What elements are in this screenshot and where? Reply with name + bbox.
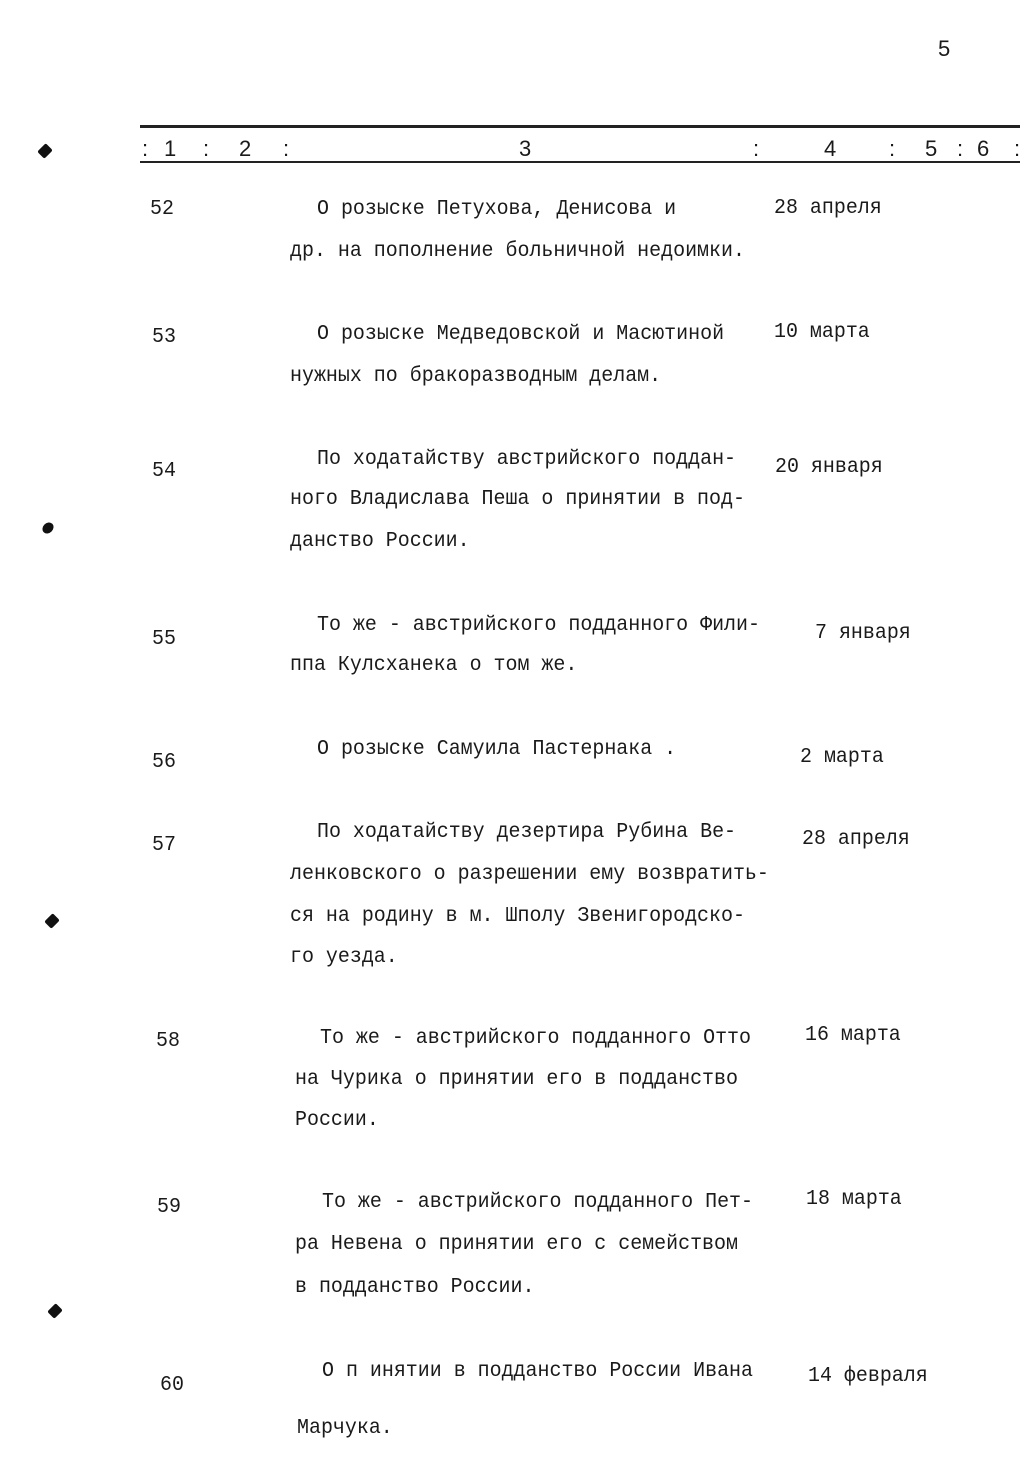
entry-date: 28 апреля <box>802 828 910 851</box>
entry-number: 59 <box>157 1196 181 1219</box>
col-6: 6 <box>977 136 990 161</box>
entry-text-line: нужных по бракоразводным делам. <box>290 365 662 388</box>
entry-text-line: По ходатайству австрийского поддан- <box>317 448 737 471</box>
entry-date: 18 марта <box>806 1188 902 1211</box>
col-sep: : <box>142 136 149 161</box>
col-sep: : <box>753 136 760 161</box>
entry-text-line: О розыске Самуила Пастернака . <box>317 738 677 761</box>
entry-text-line: ппа Кулсханека о том же. <box>290 654 578 677</box>
entry-number: 58 <box>156 1030 180 1053</box>
entry-text-line: Марчука. <box>297 1417 393 1440</box>
col-5: 5 <box>925 136 938 161</box>
entry-text-line: О розыске Петухова, Денисова и <box>317 198 677 221</box>
entry-text-line: др. на пополнение больничной недоимки. <box>290 240 745 263</box>
col-sep: : <box>1014 136 1021 161</box>
entry-date: 2 марта <box>800 746 884 769</box>
margin-punch-mark-icon <box>47 1303 63 1319</box>
entry-text-line: России. <box>295 1109 379 1132</box>
entry-date: 16 марта <box>805 1024 901 1047</box>
entry-text-line: го уезда. <box>290 946 398 969</box>
entry-number: 55 <box>152 628 176 651</box>
entry-text-line: То же - австрийского подданного Пет- <box>322 1191 754 1214</box>
margin-punch-mark-icon <box>44 913 60 929</box>
entry-date: 20 января <box>775 456 883 479</box>
entry-number: 52 <box>150 198 174 221</box>
page-number: 5 <box>938 36 951 61</box>
margin-punch-mark-icon <box>40 520 56 536</box>
col-sep: : <box>203 136 210 161</box>
col-4: 4 <box>824 136 837 161</box>
entry-text-line: О розыске Медведовской и Масютиной <box>317 323 725 346</box>
entry-number: 54 <box>152 460 176 483</box>
entry-number: 56 <box>152 751 176 774</box>
entry-number: 53 <box>152 326 176 349</box>
entry-date: 10 марта <box>774 321 870 344</box>
entry-number: 57 <box>152 834 176 857</box>
col-1: 1 <box>164 136 177 161</box>
margin-punch-mark-icon <box>37 143 53 159</box>
header-top-rule <box>140 125 1020 128</box>
entry-text-line: в подданство России. <box>295 1276 535 1299</box>
entry-text-line: данство России. <box>290 530 470 553</box>
entry-text-line: По ходатайству дезертира Рубина Ве- <box>317 821 737 844</box>
entry-text-line: То же - австрийского подданного Отто <box>320 1027 752 1050</box>
entry-date: 14 февраля <box>808 1365 928 1388</box>
entry-text-line: ся на родину в м. Шполу Звенигородско- <box>290 905 745 928</box>
col-3: 3 <box>519 136 532 161</box>
entry-number: 60 <box>160 1374 184 1397</box>
entry-text-line: ного Владислава Пеша о принятии в под- <box>290 488 745 511</box>
col-sep: : <box>957 136 964 161</box>
entry-text-line: ленковского о разрешении ему возвратить- <box>290 863 769 886</box>
entry-date: 28 апреля <box>774 197 882 220</box>
entry-text-line: на Чурика о принятии его в подданство <box>295 1068 738 1091</box>
col-sep: : <box>283 136 290 161</box>
entry-date: 7 января <box>815 622 911 645</box>
entry-text-line: ра Невена о принятии его с семейством <box>295 1233 738 1256</box>
col-sep: : <box>889 136 896 161</box>
entry-text-line: О п инятии в подданство России Ивана <box>322 1360 754 1383</box>
col-2: 2 <box>239 136 252 161</box>
header-bottom-rule <box>140 161 1020 163</box>
entry-text-line: То же - австрийского подданного Фили- <box>317 614 760 637</box>
